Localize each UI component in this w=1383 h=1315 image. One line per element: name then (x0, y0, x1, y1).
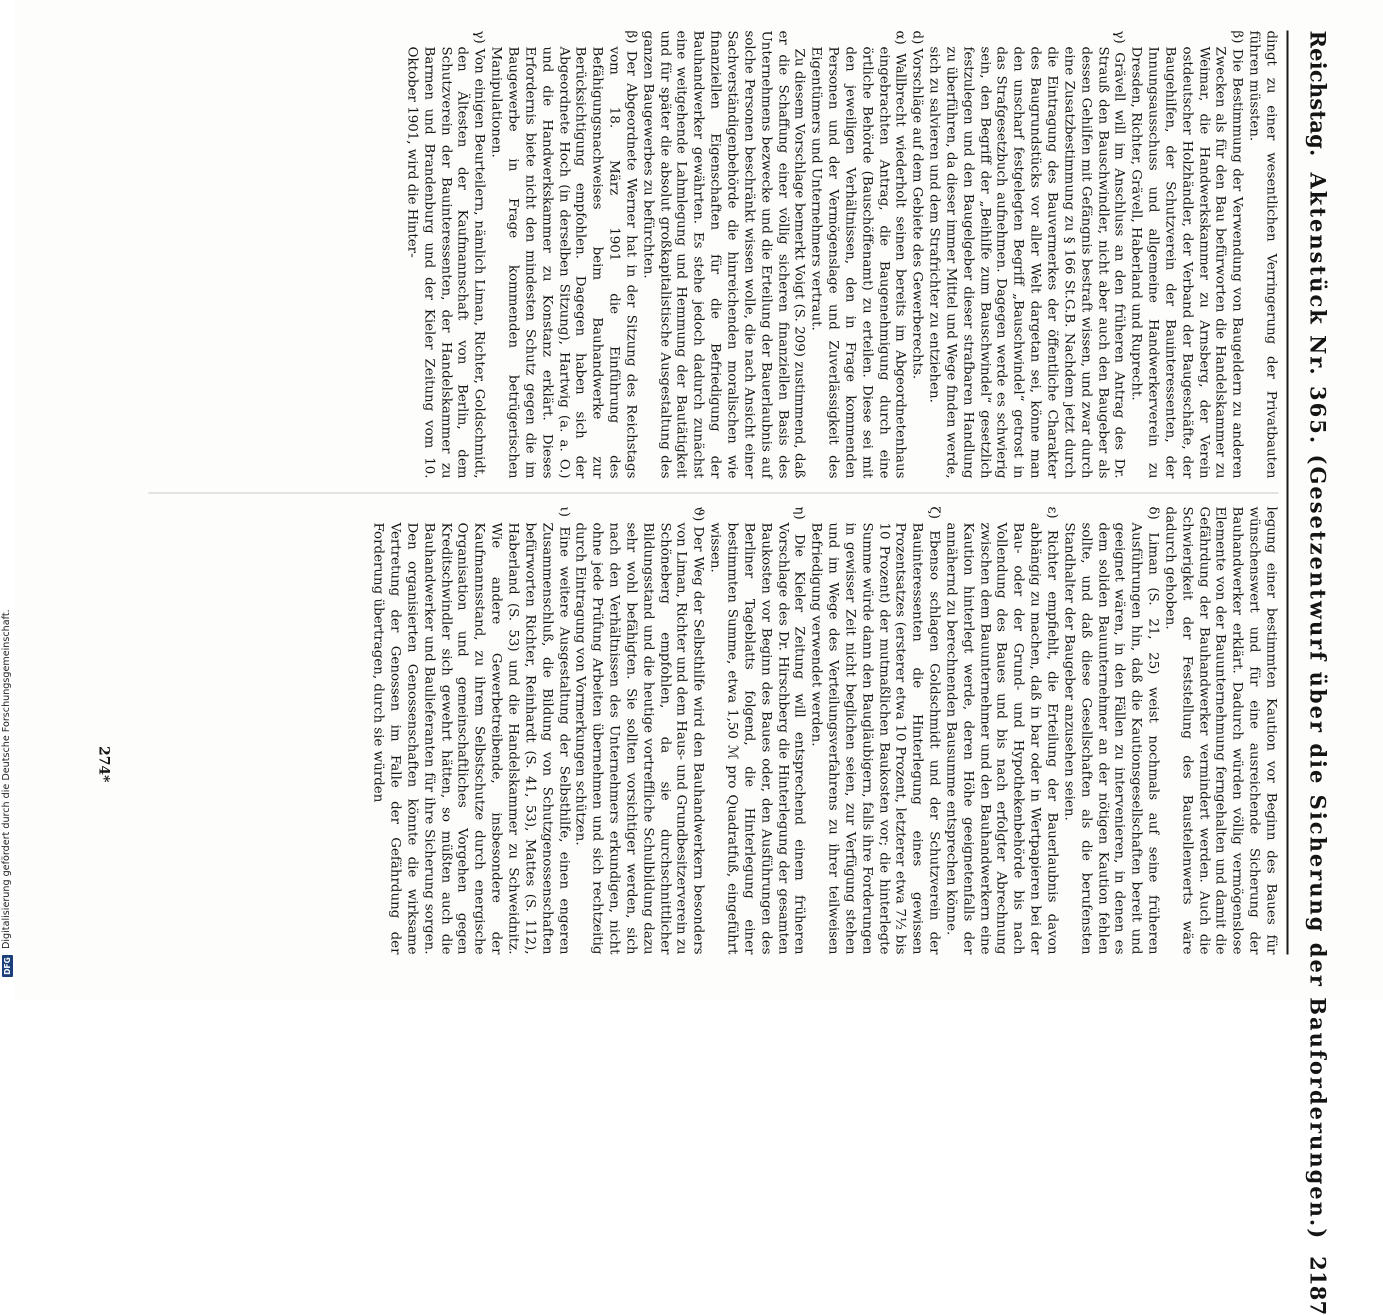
sheet-signature-mark: 274* (95, 745, 112, 782)
header-left: Reichstag. (1305, 30, 1331, 156)
footer-text: Digitalisierung gefördert durch die Deutsche Forschungsgemeinschaft. (1, 609, 12, 949)
right-column (149, 506, 1279, 954)
paragraph: γ) Von einigen Beurteilern, nämlich Liman, Richter, Goldschmidt, den Ältesten der Kaufmannschaft von Berlin, dem Schutzverein der Bauinteressenten, der Handelskammer zu Barmen und Brandenburg und der Kieler Zeitung vom 10. Oktober 1901, wird die Hinter- (404, 30, 487, 478)
paragraph: β) Der Abgeordnete Werner hat in der Sitzung des Reichstags vom 18. März 1901 die Einführung des Befähigungsnachweises beim Bauhandwerke zur Berücksichtigung empfohlen. Dagegen haben sich der Abgeordnete Hoch (in derselben Sitzung), Hartwig (a. a. O.) und die Handwerkskammer zu Konstanz erklärt. Dieses Erfordernis biete nicht den mindesten Schutz gegen die im Baugewerbe in Frage kommenden betrügerischen Manipulationen. (488, 30, 639, 478)
paragraph: legung einer bestimmten Kaution vor Beginn des Baues für wünschenswert und für eine ausreichende Sicherung der Bauhandwerker erklärt. Dadurch würden völlig vermögenslose Elemente von der Bauunternehmung ferngehalten und damit die Gefährdung der Bauhandwerker vermindert werden. Auch die Schwierigkeit der Feststellung des Baustellenwerts wäre dadurch gehoben. (1162, 506, 1279, 954)
section-heading: d) Vorschläge auf dem Gebiete des Gewerberechts. (909, 30, 925, 379)
page-header (1287, 30, 1331, 1315)
dfg-logo: DFG (2, 955, 13, 977)
rotated-document-page (95, 12, 1331, 1315)
paragraph: α) Wallbrecht wiederholt seinen bereits im Abgeordnetenhaus eingebrachten Antrag, die Baugenehmigung durch eine örtliche Behörde (Bauschöffenamt) zu erteilen. Diese sei mit den jeweiligen Verhältnissen, den in Frage kommenden Personen und der Vermögenslage und Zuverlässigkeit des Eigentümers und Unternehmers vertraut. (808, 30, 908, 478)
paragraph: ϑ) Der Weg der Selbsthilfe wird den Bauhandwerkern besonders von Liman, Richter und dem Haus- und Grundbesitzerverein zu Schöneberg empfohlen, da sie durchschnittlicher Bildungsstand und die heutige vortreffliche Schulbildung dazu sehr wohl befähigten. Sie sollten vorsichtiger werden, sich nach den Verhältnissen des Unternehmers erkundigen, nicht ohne jede Prüfung Arbeiten übernehmen und sich rechtzeitig durch Eintragung von Vormerkungen schützen. (572, 506, 706, 954)
paragraph: η) Die Kieler Zeitung will entsprechend einem früheren Vorschlage des Dr. Hirschberg die Hinterlegung der gesamten Baukosten vor Beginn des Baues oder, den Ausführungen des Berliner Tageblatts folgend, die Hinterlegung einer bestimmten Summe, etwa 1,50 ℳ pro Quadratfuß, eingeführt wissen. (707, 506, 807, 954)
paragraph: Zu diesem Vorschlage bemerkt Voigt (S. 209) zustimmend, daß er die Schaffung einer völlig sicheren finanziellen Basis des Unternehmens bezwecke und die Erteilung der Bauerlaubnis auf solche Personen beschränkt wissen wolle, die nach Ansicht einer Sachverständigenbehörde die hinreichenden moralischen wie finanziellen Eigenschaften für die Befriedigung der Bauhandwerker gewährten. Es stehe jedoch dadurch zunächst eine weitgehende Lahmlegung und Hemmung der Bautätigkeit und für später die absolut großkapitalistische Ausgestaltung des ganzen Baugewerbes zu befürchten. (640, 30, 807, 478)
left-column (149, 30, 1279, 478)
paragraph: γ) Grävell will im Anschluss an den früheren Antrag des Dr. Strauß den Bauschwindler, nicht aber auch den Baugeber als dessen Gehilfen mit Gefängnis bestraft wissen, und zwar durch eine Zusatzbestimmung zu § 166 St.G.B. Nachdem jetzt durch die Eintragung des Bauvermerkes der öffentliche Charakter des Baugrundstücks vor aller Welt dargetan sei, könne man den unscharf festgelegten Begriff „Bauschwindel“ getrost in das Strafgesetzbuch aufnehmen. Dagegen werde es schwierig sein, den Begriff der „Beihilfe zum Bauschwindel“ gesetzlich festzulegen und den Baugelgeber dieser strafbaren Handlung zu überführen, da dieser immer Mittel und Wege finden werde, sich zu salvieren und dem Strafrichter zu entziehen. (926, 30, 1127, 478)
column-divider (149, 492, 1279, 493)
page-number: 2187 (1305, 1255, 1331, 1315)
paragraph: β) Die Bestimmung der Verwendung von Baugeldern zu anderen Zwecken als für den Bau befürworten die Handelskammer zu Weimar, die Handwerkskammer zu Arnsberg, der Verein ostdeutscher Holzhändler, der Verband der Baugeschäfte, der Baugehilfen, der Schutzverein der Bauinteressenten, der Innungsausschuss und allgemeine Handwerkerverein zu Dresden, Richter, Grävell, Haberland und Ruprecht. (1128, 30, 1245, 478)
digitization-footer (0, 7, 14, 977)
paragraph: dingt zu einer wesentlichen Verringerung der Privatbauten führen müssten. (1246, 30, 1279, 478)
paragraph: δ) Liman (S. 21, 25) weist nochmals auf seine früheren Ausführungen hin, daß die Kautionsgesellschaften bereit und geeignet wären, in den Fällen zu intervenieren, in denen es dem soliden Bauunternehmer an der nötigen Kaution fehlen sollte, und daß diese Gesellschaften als die berufensten Standhalter der Baugeber anzusehen seien. (1061, 506, 1161, 954)
header-title: Aktenstück Nr. 365. (Gesetzentwurf über die Sicherung der Bauforderungen.) (1305, 171, 1331, 1240)
text-columns (149, 30, 1279, 954)
paragraph: ι) Eine weitere Ausgestaltung der Selbsthilfe, einen engeren Zusammenschluß, die Bildung von Schutzgenossenschaften befürworten Richter, Reinhardt (S. 41, 53), Mattes (S. 112), Haberland (S. 53) und die Handelskammer zu Schweidnitz. Wie andere Gewerbetreibende, insbesondere der Kaufmannsstand, zu ihrem Selbstschutze durch energische Organisation und gemeinschaftliches Vorgehen gegen Kreditschwindler sich gewehrt hätten, so müßten auch die Bauhandwerker und Baulieferanten für ihre Sicherung sorgen. Den organisierten Genossenschaften könnte die wirksame Vertretung der Genossen im Falle der Gefährdung der Forderung übertragen, durch sie würden (370, 506, 572, 954)
paragraph: ε) Richter empfiehlt, die Erteilung der Bauerlaubnis davon abhängig zu machen, daß in bar oder in Wertpapieren bei der Bau- oder der Grund- und Hypothekenbehörde bis nach Vollendung des Baues und bis nach erfolgter Abrechnung zwischen dem Bauunternehmer und den Bauhandwerkern eine Kaution hinterlegt werde, deren Höhe geeignetenfalls der annähernd zu berechnenden Bausumme entsprechen könne. (943, 506, 1060, 954)
paragraph: ζ) Ebenso schlagen Goldschmidt und der Schutzverein der Bauinteressenten die Hinterlegung eines gewissen Prozentsatzes (ersterer etwa 10 Prozent, letzterer etwa 7½ bis 10 Prozent) der mutmaßlichen Baukosten vor; die hinterlegte Summe würde dann den Baugläubigern, falls ihre Forderungen in gewisser Zeit nicht beglichen seien, zur Verfügung stehen und im Wege des Verteilungsverfahrens zu ihrer teilweisen Befriedigung verwendet werden. (808, 506, 942, 954)
